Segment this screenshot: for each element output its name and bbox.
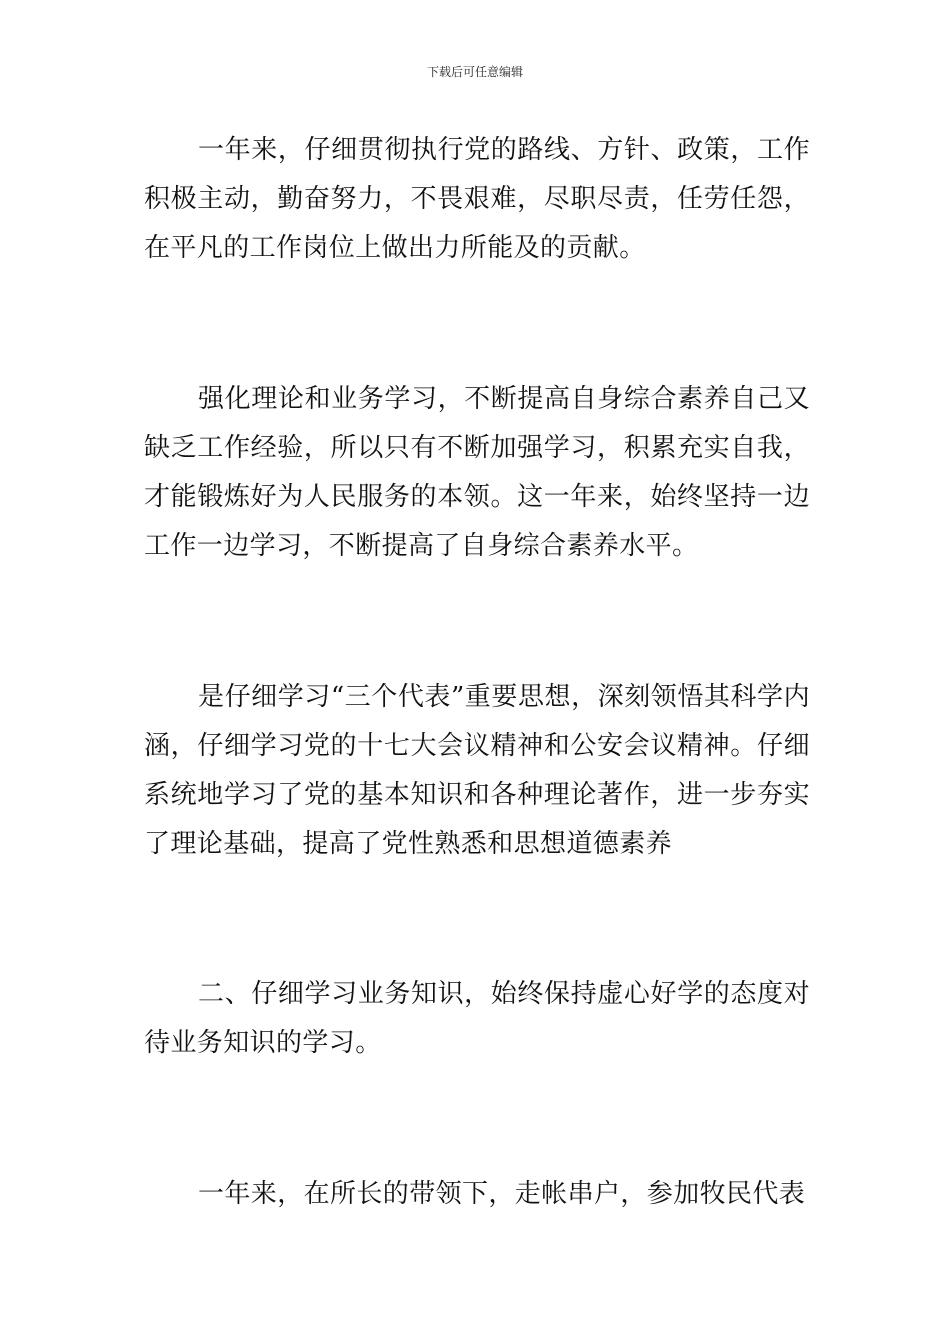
paragraph-5: 一年来，在所长的带领下，走帐串户，参加牧民代表: [198, 1179, 806, 1209]
paragraph-3: 是仔细学习“三个代表”重要思想，深刻领悟其科学内涵，仔细学习党的十七大会议精神和公安会议精神。仔细系统地学习了党的基本知识和各种理论著作，进一步夯实了理论基础，提高了党性熟悉和思想道德素养: [144, 682, 810, 859]
paragraph-4: 二、仔细学习业务知识，始终保持虚心好学的态度对待业务知识的学习。: [144, 979, 810, 1058]
paragraph-1: 一年来，仔细贯彻执行党的路线、方针、政策，工作积极主动，勤奋努力，不畏艰难，尽职尽责，任劳任怨，在平凡的工作岗位上做出力所能及的贡献。: [144, 135, 810, 263]
paragraph-2: 强化理论和业务学习，不断提高自身综合素养自己又缺乏工作经验，所以只有不断加强学习，积累充实自我，才能锻炼好为人民服务的本领。这一年来，始终坚持一边工作一边学习，不断提高了自身综合素养水平。: [144, 384, 810, 561]
page-header-note: 下载后可任意编辑: [426, 65, 523, 79]
